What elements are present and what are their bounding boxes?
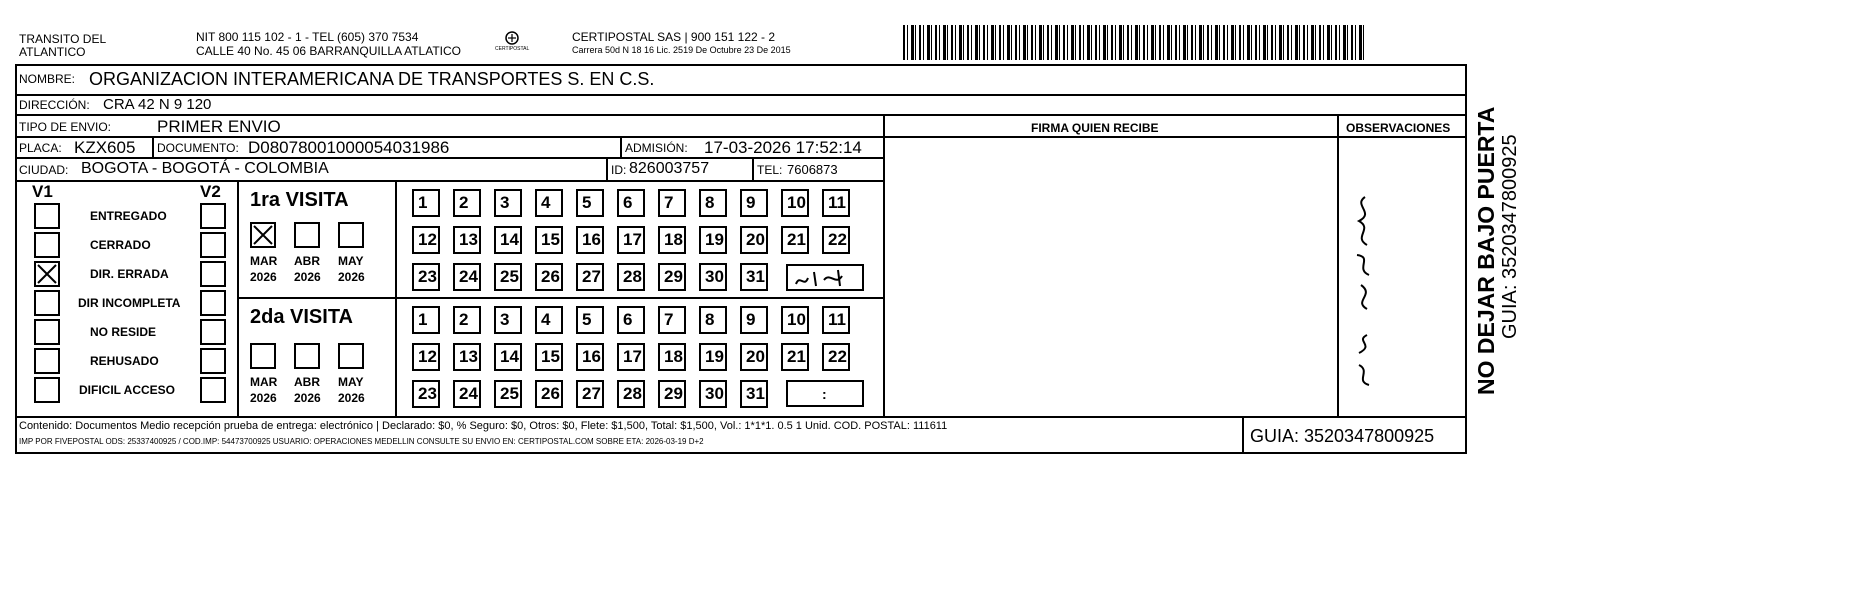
year-label: 2026	[294, 391, 321, 405]
v1-checkbox[interactable]	[34, 232, 60, 258]
observaciones-header: OBSERVACIONES	[1346, 121, 1451, 135]
day-box[interactable]: 13	[453, 226, 481, 254]
day-box[interactable]: 6	[617, 189, 645, 217]
v1-checkbox[interactable]	[34, 348, 60, 374]
company-name-line1: TRANSITO DEL	[19, 32, 107, 46]
v2-checkbox[interactable]	[200, 377, 226, 403]
day-box[interactable]: 15	[535, 343, 563, 371]
month-checkbox[interactable]	[338, 343, 364, 369]
second-visit-time-box[interactable]	[786, 380, 864, 407]
day-box[interactable]: 30	[699, 380, 727, 408]
day-box[interactable]: 23	[412, 263, 440, 291]
status-label: NO RESIDE	[90, 325, 157, 339]
day-box[interactable]: 14	[494, 343, 522, 371]
firma-header: FIRMA QUIEN RECIBE	[1031, 121, 1159, 135]
v2-checkbox[interactable]	[200, 261, 226, 287]
year-label: 2026	[338, 391, 365, 405]
month-label: MAR	[250, 254, 278, 268]
day-box[interactable]: 21	[781, 226, 809, 254]
day-box[interactable]: 11	[822, 306, 850, 334]
day-box[interactable]: 6	[617, 306, 645, 334]
day-box[interactable]: 21	[781, 343, 809, 371]
month-label: MAR	[250, 375, 278, 389]
year-label: 2026	[338, 270, 365, 284]
day-box[interactable]: 20	[740, 343, 768, 371]
v2-checkbox[interactable]	[200, 290, 226, 316]
day-box[interactable]: 11	[822, 189, 850, 217]
nombre-value: ORGANIZACION INTERAMERICANA DE TRANSPORTES S. EN C.S.	[89, 69, 655, 89]
year-label: 2026	[250, 270, 277, 284]
v1-checkbox[interactable]	[34, 319, 60, 345]
v2-checkbox[interactable]	[200, 232, 226, 258]
id-value: 826003757	[629, 160, 710, 177]
day-box[interactable]: 17	[617, 226, 645, 254]
day-box[interactable]: 25	[494, 380, 522, 408]
handwritten-signature	[1345, 185, 1385, 395]
day-box[interactable]: 16	[576, 226, 604, 254]
ciudad-label: CIUDAD:	[19, 163, 69, 177]
day-box[interactable]: 7	[658, 306, 686, 334]
certipostal-line: CERTIPOSTAL SAS | 900 151 122 - 2	[572, 30, 775, 44]
day-box[interactable]: 26	[535, 380, 563, 408]
day-box[interactable]: 30	[699, 263, 727, 291]
year-label: 2026	[250, 391, 277, 405]
day-box[interactable]: 13	[453, 343, 481, 371]
month-label: ABR	[294, 254, 320, 268]
address-line: CALLE 40 No. 45 06 BARRANQUILLA ATLATICO	[196, 44, 462, 58]
v2-checkbox[interactable]	[200, 203, 226, 229]
day-box[interactable]: 17	[617, 343, 645, 371]
v1-checkbox[interactable]	[34, 261, 60, 287]
certipostal-sub: Carrera 50d N 18 16 Lic. 2519 De Octubre 23 De 2015	[572, 45, 791, 55]
day-box[interactable]: 9	[740, 189, 768, 217]
v1-label: V1	[32, 182, 53, 201]
second-visit-title: 2da VISITA	[250, 306, 353, 328]
day-box[interactable]: 1	[412, 189, 440, 217]
month-label: ABR	[294, 375, 320, 389]
day-box[interactable]: 12	[412, 343, 440, 371]
placa-value: KZX605	[74, 138, 136, 157]
day-box[interactable]: 19	[699, 343, 727, 371]
time-colon: :	[822, 386, 827, 402]
day-box[interactable]: 27	[576, 380, 604, 408]
logo-text: CERTIPOSTAL	[495, 46, 530, 52]
day-box[interactable]: 14	[494, 226, 522, 254]
day-box[interactable]: 8	[699, 306, 727, 334]
day-box[interactable]: 22	[822, 343, 850, 371]
month-checkbox[interactable]	[294, 222, 320, 248]
day-box[interactable]: 20	[740, 226, 768, 254]
guia-footer: GUIA: 3520347800925	[1250, 426, 1435, 446]
status-label: DIFICIL ACCESO	[79, 383, 176, 397]
ciudad-value: BOGOTA - BOGOTÁ - COLOMBIA	[81, 160, 329, 177]
day-box[interactable]: 18	[658, 343, 686, 371]
day-box[interactable]: 12	[412, 226, 440, 254]
documento-value: D08078001000054031986	[248, 138, 450, 157]
day-box[interactable]: 27	[576, 263, 604, 291]
day-box[interactable]: 24	[453, 263, 481, 291]
month-checkbox[interactable]	[338, 222, 364, 248]
contenido-line: Contenido: Documentos Medio recepción prueba de entrega: electrónico | Declarado: $0, % Seguro: $0, Otros: $0, Flete: $1,500, Total: $1,500, Vol.: 1*1*1. 0.5 1 Unid. COD. POSTAL: 111611	[19, 420, 948, 432]
day-box[interactable]: 31	[740, 263, 768, 291]
year-label: 2026	[294, 270, 321, 284]
nombre-label: NOMBRE:	[19, 72, 76, 86]
certipostal-logo	[495, 28, 530, 58]
day-box[interactable]: 28	[617, 380, 645, 408]
day-box[interactable]: 3	[494, 306, 522, 334]
month-label: MAY	[338, 375, 364, 389]
first-visit-title: 1ra VISITA	[250, 189, 349, 211]
day-box[interactable]: 22	[822, 226, 850, 254]
x-mark-icon	[252, 224, 274, 246]
direccion-value: CRA 42 N 9 120	[103, 96, 212, 113]
documento-label: DOCUMENTO:	[157, 141, 239, 155]
day-box[interactable]: 5	[576, 189, 604, 217]
tipo-envio-value: PRIMER ENVIO	[157, 117, 281, 136]
v1-checkbox[interactable]	[34, 203, 60, 229]
day-box[interactable]: 19	[699, 226, 727, 254]
direccion-label: DIRECCIÓN:	[19, 98, 90, 112]
status-label: DIR. ERRADA	[90, 267, 169, 281]
admision-label: ADMISIÓN:	[625, 141, 688, 155]
admision-value: 17-03-2026 17:52:14	[704, 138, 862, 157]
v1-checkbox[interactable]	[34, 377, 60, 403]
barcode	[903, 25, 1367, 60]
day-box[interactable]: 31	[740, 380, 768, 408]
v2-checkbox[interactable]	[200, 348, 226, 374]
nit-line: NIT 800 115 102 - 1 - TEL (605) 370 7534	[196, 30, 419, 44]
day-box[interactable]: 16	[576, 343, 604, 371]
company-name-line2: ATLANTICO	[19, 45, 86, 59]
status-label: REHUSADO	[90, 354, 159, 368]
status-label: ENTREGADO	[90, 209, 167, 223]
day-box[interactable]: 10	[781, 189, 809, 217]
day-box[interactable]: 23	[412, 380, 440, 408]
v2-checkbox[interactable]	[200, 319, 226, 345]
day-box[interactable]: 29	[658, 380, 686, 408]
tel-value: 7606873	[787, 162, 838, 177]
month-label: MAY	[338, 254, 364, 268]
side-guia: GUIA: 3520347800925	[1499, 134, 1521, 339]
v2-label: V2	[200, 182, 221, 201]
month-checkbox[interactable]	[250, 222, 276, 248]
status-label: CERRADO	[90, 238, 151, 252]
day-box[interactable]: 26	[535, 263, 563, 291]
day-box[interactable]: 29	[658, 263, 686, 291]
day-box[interactable]: 7	[658, 189, 686, 217]
month-checkbox[interactable]	[250, 343, 276, 369]
day-box[interactable]: 28	[617, 263, 645, 291]
day-box[interactable]: 3	[494, 189, 522, 217]
v1-checkbox[interactable]	[34, 290, 60, 316]
day-box[interactable]: 1	[412, 306, 440, 334]
day-box[interactable]: 2	[453, 189, 481, 217]
day-box[interactable]: 4	[535, 189, 563, 217]
day-box[interactable]: 9	[740, 306, 768, 334]
day-box[interactable]: 24	[453, 380, 481, 408]
handwritten-time-mark	[786, 264, 864, 291]
month-checkbox[interactable]	[294, 343, 320, 369]
day-box[interactable]: 5	[576, 306, 604, 334]
status-label: DIR INCOMPLETA	[78, 296, 181, 310]
id-label: ID:	[611, 163, 627, 177]
day-box[interactable]: 8	[699, 189, 727, 217]
placa-label: PLACA:	[19, 141, 62, 155]
day-box[interactable]: 18	[658, 226, 686, 254]
imp-line: IMP POR FIVEPOSTAL ODS: 25337400925 / COD.IMP: 54473700925 USUARIO: OPERACIONES MEDELLIN CONSULTE SU ENVIO EN: CERTIPOSTAL.COM SOBRE ETA: 2026-03-19 D+2	[19, 437, 704, 446]
x-mark-icon	[36, 263, 58, 285]
day-box[interactable]: 25	[494, 263, 522, 291]
day-box[interactable]: 2	[453, 306, 481, 334]
tipo-envio-label: TIPO DE ENVIO:	[19, 120, 112, 134]
day-box[interactable]: 4	[535, 306, 563, 334]
tel-label: TEL:	[757, 163, 783, 177]
day-box[interactable]: 10	[781, 306, 809, 334]
day-box[interactable]: 15	[535, 226, 563, 254]
no-dejar-bajo-puerta: NO DEJAR BAJO PUERTA	[1473, 106, 1499, 395]
